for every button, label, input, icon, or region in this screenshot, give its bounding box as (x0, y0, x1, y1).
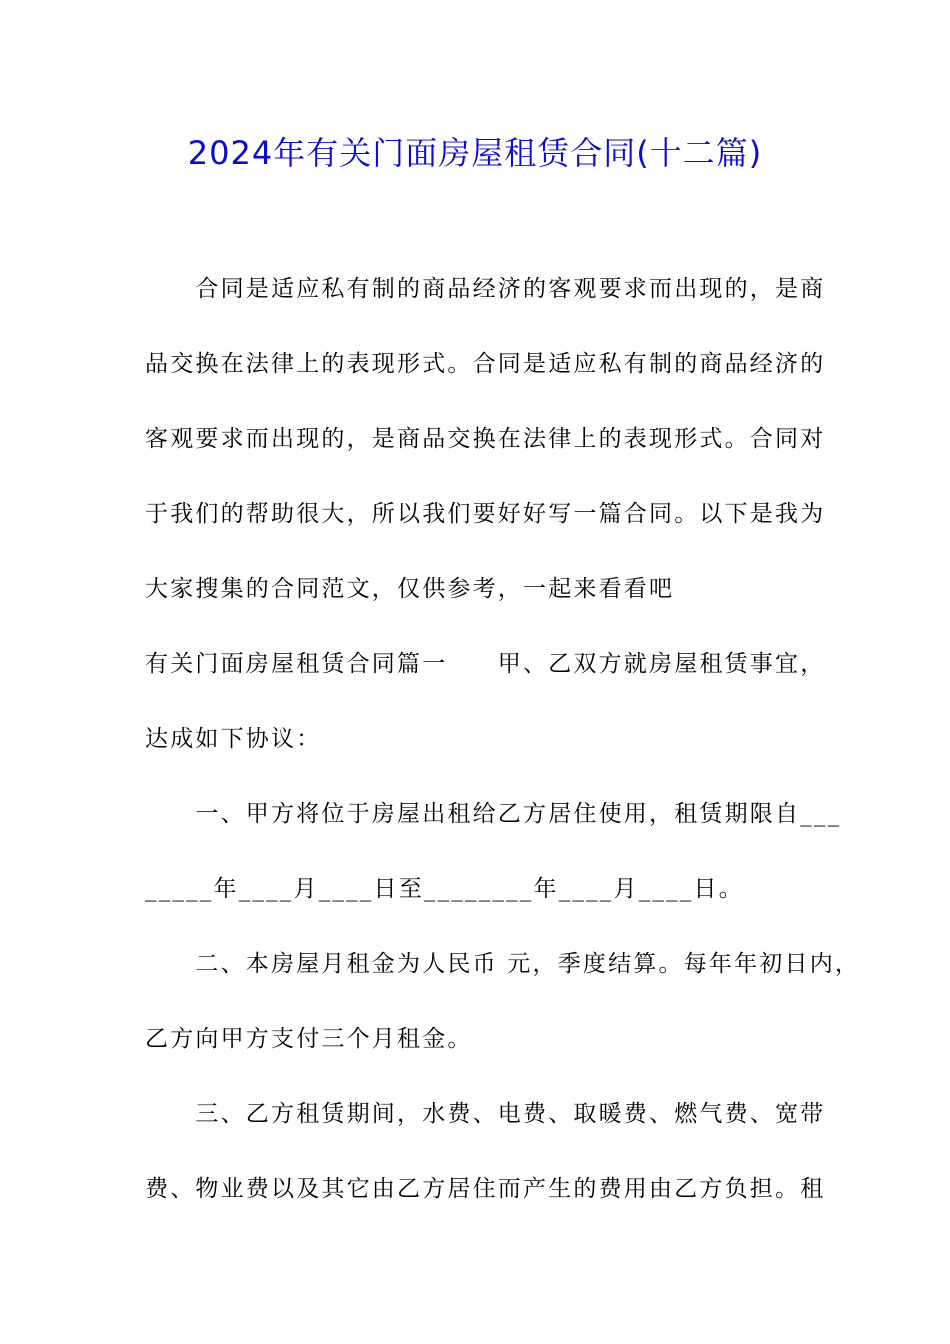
paragraph-line: 大家搜集的合同范文，仅供参考，一起来看看吧 (145, 576, 675, 602)
paragraph-line: 客观要求而出现的，是商品交换在法律上的表现形式。合同对 (145, 426, 826, 452)
paragraph-line: 达成如下协议： (145, 726, 322, 752)
paragraph-line: 合同是适应私有制的商品经济的客观要求而出现的，是商 (145, 276, 826, 302)
clause-line: 费、物业费以及其它由乙方居住而产生的费用由乙方负担。租 (145, 1176, 826, 1202)
clause-line: 一、甲方将位于房屋出租给乙方居住使用，租赁期限自___ (145, 801, 842, 827)
clause-line: 三、乙方租赁期间，水费、电费、取暖费、燃气费、宽带 (145, 1101, 826, 1127)
clause-line: 二、本房屋月租金为人民币 元，季度结算。每年年初日内， (145, 951, 861, 977)
paragraph-line: 于我们的帮助很大，所以我们要好好写一篇合同。以下是我为 (145, 501, 826, 527)
clause-line: _____年____月____日至________年____月____日。 (145, 876, 744, 902)
document-title: 2024年有关门面房屋租赁合同(十二篇) (187, 134, 763, 172)
paragraph-line: 品交换在法律上的表现形式。合同是适应私有制的商品经济的 (145, 351, 826, 377)
section-heading-line: 有关门面房屋租赁合同篇一 甲、乙双方就房屋租赁事宜， (145, 651, 826, 677)
clause-line: 乙方向甲方支付三个月租金。 (145, 1026, 473, 1052)
